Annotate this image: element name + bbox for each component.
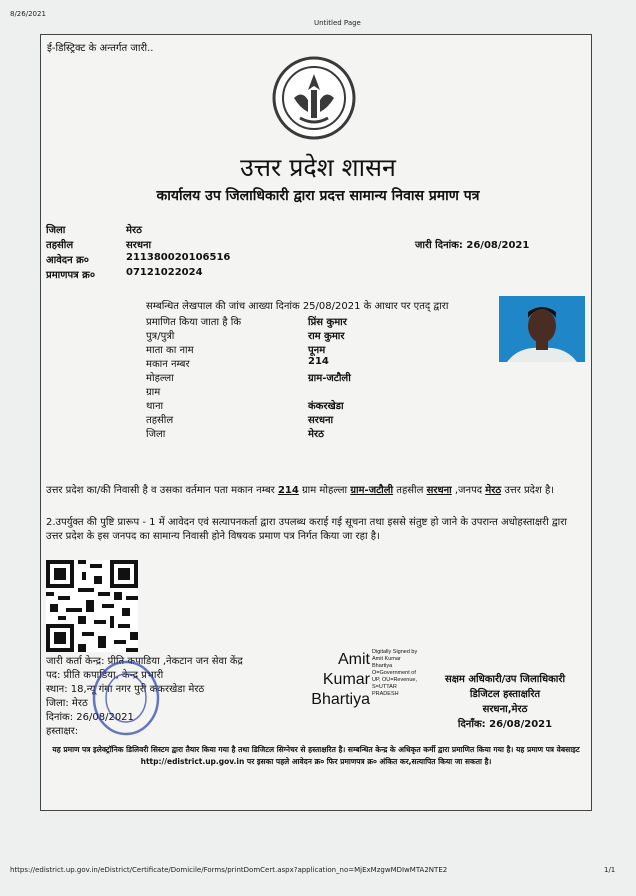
authority-place: सरधना,मेरठ xyxy=(482,704,528,715)
certificate-subheading: कार्यालय उप जिलाधिकारी द्वारा प्रदत्त सामान्य निवास प्रमाण पत्र xyxy=(156,188,480,204)
mother-name: पूनम xyxy=(308,345,326,356)
detail-label: जिला xyxy=(146,429,166,440)
signer-name-line: Kumar xyxy=(322,671,370,688)
issuer-post: पद: प्रीति कपाडिया, केन्द्र प्रभारी xyxy=(46,670,164,681)
parent-name: राम कुमार xyxy=(308,331,345,342)
para-text: ,जनपद xyxy=(451,485,486,496)
authority-signed: डिजिटल हस्ताक्षरित xyxy=(469,689,541,700)
signer-name-line: Amit xyxy=(338,651,370,668)
authority-title: सक्षम अधिकारी/उप जिलाधिकारी xyxy=(444,674,566,685)
issuer-center: जारी कर्ता केन्द्र: प्रीति कपाडिया ,नेकटान जन सेवा केंद्र xyxy=(46,656,243,667)
para-text: ग्राम मोहल्ला xyxy=(298,485,351,496)
para-tehsil: सरधना xyxy=(426,485,452,496)
detail-label: माता का नाम xyxy=(146,345,194,356)
confirmation-paragraph: 2.उपर्युक्त की पुष्टि प्रारूप - 1 में आवेदन एवं सत्यापनकर्ता द्वारा उपलब्ध कराई गई सूचना तथा इससे संतुष्ट हो जाने के उपरान्त अधोहस्ताक्षरी द्वारा उत्तर प्रदेश के इस जनपद का सामान्य निवासी होने विषयक प्रमाण पत्र निर्गत किया जा रहा है। xyxy=(46,517,567,542)
district: मेरठ xyxy=(308,429,324,440)
tehsil: सरधना xyxy=(308,415,334,426)
issuer-place: स्थान: 18,न्यू गंगा नगर पुरी ककरखेडा मेरठ xyxy=(46,684,205,695)
meta-label: आवेदन क्र० xyxy=(46,255,90,266)
detail-label: तहसील xyxy=(146,415,174,426)
mohalla: ग्राम-जटौली xyxy=(308,373,351,384)
meta-value: सरधना xyxy=(126,240,152,251)
residence-paragraph xyxy=(46,484,584,498)
para-mohalla: ग्राम-जटौली xyxy=(350,485,394,496)
certificate-heading: उत्तर प्रदेश शासन xyxy=(240,153,396,182)
detail-label: मकान नम्बर xyxy=(146,359,190,370)
signer-name-line: Bhartiya xyxy=(311,691,370,708)
center-stamp xyxy=(92,660,160,736)
para-text: उत्तर प्रदेश है। xyxy=(501,485,555,496)
issuer-signature: हस्ताक्षर: xyxy=(46,726,79,737)
para-district: मेरठ xyxy=(485,485,502,496)
digital-signature-info: Digitally Signed by Amit Kumar Bhartiya O=Government of UP, OU=Revenue, S=UTTAR PRADESH xyxy=(372,649,418,697)
authority-date: दिनाँक: 26/08/2021 xyxy=(457,719,553,730)
qr-code xyxy=(46,560,138,652)
signer-name xyxy=(304,650,370,710)
certificate-number: 07121022024 xyxy=(126,267,203,278)
issuer-district: जिला: मेरठ xyxy=(46,698,88,709)
authority-block xyxy=(420,672,590,732)
print-page-number: 1/1 xyxy=(604,866,616,874)
detail-label: पुत्र/पुत्री xyxy=(146,331,175,342)
meta-label: तहसील xyxy=(46,240,74,251)
para-house: 214 xyxy=(277,485,299,496)
detail-label: ग्राम xyxy=(146,387,161,398)
para-text: तहसील xyxy=(393,485,427,496)
print-title: Untitled Page xyxy=(314,19,361,27)
applicant-name: प्रिंस कुमार xyxy=(308,317,347,328)
para-text: उत्तर प्रदेश का/की निवासी है व उसका वर्तमान पता मकान नम्बर xyxy=(46,485,278,496)
meta-block xyxy=(46,222,230,282)
top-note: ई-डिस्ट्रिक्ट के अन्तर्गत जारी.. xyxy=(47,43,154,54)
meta-label: जिला xyxy=(46,225,66,236)
application-number: 211380020106516 xyxy=(126,252,231,263)
issue-date: जारी दिनांक: 26/08/2021 xyxy=(415,240,530,251)
details-list xyxy=(146,314,351,440)
meta-value: मेरठ xyxy=(126,225,142,236)
house-number: 214 xyxy=(308,356,329,367)
issuer-date: दिनांक: 26/08/2021 xyxy=(46,712,134,723)
police-station: कंकरखेडा xyxy=(308,401,344,412)
print-date: 8/26/2021 xyxy=(10,10,46,18)
detail-label: प्रमाणित किया जाता है कि xyxy=(146,317,242,328)
intro-text: सम्बन्धित लेखपाल की जांच आख्या दिनांक 25/08/2021 के आधार पर एतद् द्वारा xyxy=(146,301,449,312)
print-url: https://edistrict.up.gov.in/eDistrict/Certificate/Domicile/Forms/printDomCert.aspx?application_no=MjExMzgwMDIwMTA2NTE2 xyxy=(10,866,448,874)
applicant-photo xyxy=(499,296,585,458)
up-emblem-icon xyxy=(272,56,356,140)
meta-label: प्रमाणपत्र क्र० xyxy=(46,270,96,281)
detail-label: थाना xyxy=(146,401,164,412)
detail-label: मोहल्ला xyxy=(146,373,174,384)
footer-note: यह प्रमाण पत्र इलेक्ट्रॉनिक डिलिवरी सिस्टम द्वारा तैयार किया गया है तथा डिजिटल सिग्नेचर से हस्ताक्षरित है। सम्बन्धित केन्द्र के अधिकृत कर्मी द्वारा प्रमाणित किया गया है। यह प्रमाण पत्र वेबसाइट http://edistrict.up.gov.in पर इसका पहले आवेदन क्र० फिर प्रमाणपत्र क्र० अंकित कर,सत्यापित किया जा सकता है। xyxy=(52,745,580,766)
